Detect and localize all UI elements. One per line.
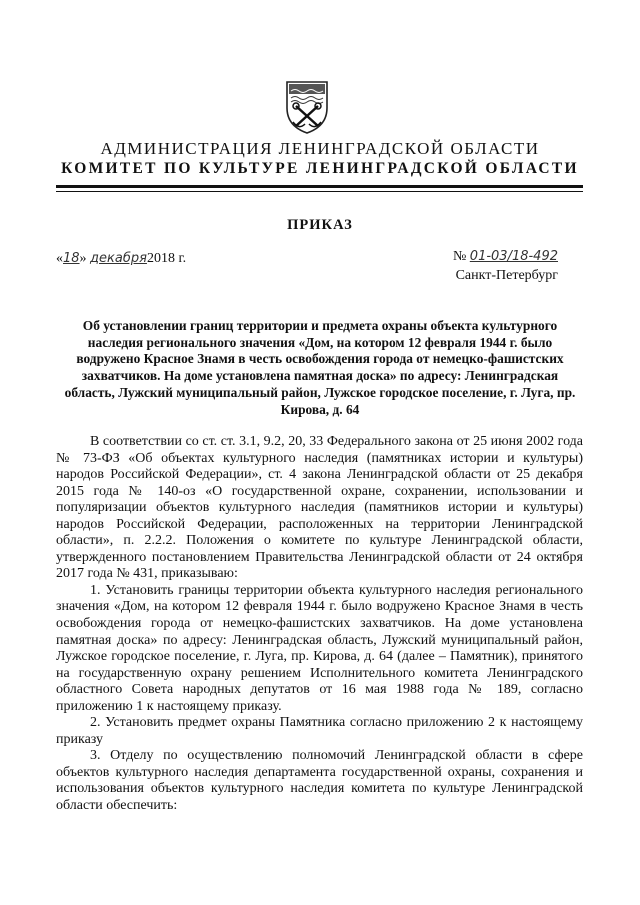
document-number (453, 249, 558, 265)
header-divider-thin (56, 191, 583, 192)
paragraph-3: 3. Отделу по осуществлению полномочий Ленинградской области в сфере объектов культурного наследия департамента государственной охраны, сохранения и использования объектов культурного наследия комитета по культуре Ленинградской области обеспечить: (56, 748, 583, 814)
document-date (56, 251, 186, 267)
paragraph-1: 1. Установить границы территории объекта культурного наследия регионального значения «Дом, на котором 12 февраля 1944 г. было водружено Красное Знамя в честь освобождения города от немецко-фашистских захватчиков. На доме установлена памятная доска» по адресу: Ленинградская область, Лужский муниципальный район, Лужское городское поселение, г. Луга, пр. Кирова, д. 64 (далее – Памятник), принятого на государственную охрану решением Исполнительного комитета Ленинградского областного Совета народных депутатов от 16 мая 1988 года № 189, согласно приложению 1 к настоящему приказу. (56, 582, 583, 714)
date-close-quote: » (79, 251, 87, 266)
number-value: 01-03/18-492 (469, 249, 558, 264)
header-divider-thick (56, 185, 583, 188)
coat-of-arms-icon (279, 78, 335, 136)
order-subject: Об установлении границ территории и предмета охраны объекта культурного наследия регионального значения «Дом, на котором 12 февраля 1944 г. было водружено Красное Знамя в честь освобождения города от немецко-фашистских захватчиков. На доме установлена памятная доска» по адресу: Ленинградская область, Лужский муниципальный район, Лужское городское поселение, г. Луга, пр. Кирова, д. 64 (64, 318, 576, 417)
document-city: Санкт-Петербург (455, 268, 558, 283)
date-year: 2018 г. (146, 251, 187, 266)
committee-name: КОМИТЕТ ПО КУЛЬТУРЕ ЛЕНИНГРАДСКОЙ ОБЛАСТИ (61, 160, 579, 177)
paragraph-2: 2. Установить предмет охраны Памятника согласно приложению 2 к настоящему приказу (56, 715, 583, 747)
paragraph-intro: В соответствии со ст. ст. 3.1, 9.2, 20, 33 Федерального закона от 25 июня 2002 года № 73-ФЗ «Об объектах культурного наследия (памятниках истории и культуры) народов Российской Федерации», ст. 4 закона Ленинградской области от 25 декабря 2015 года № 140-оз «О государственной охране, сохранении, использовании и популяризации объектов культурного наследия (памятников истории и культуры) народов Российской Федерации, расположенных на территории Ленинградской области», п. 2.2.2. Положения о комитете по культуре Ленинградской области, утвержденного постановлением Правительства Ленинградской области от 24 октября 2017 года № 431, приказываю: (56, 434, 583, 582)
date-month: декабря (90, 251, 147, 266)
order-body (56, 434, 583, 815)
date-day: 18 (63, 251, 80, 266)
document-title: ПРИКАЗ (287, 217, 353, 233)
date-open-quote: « (56, 251, 63, 266)
organization-name: АДМИНИСТРАЦИЯ ЛЕНИНГРАДСКОЙ ОБЛАСТИ (100, 139, 540, 158)
number-prefix: № (452, 249, 467, 264)
